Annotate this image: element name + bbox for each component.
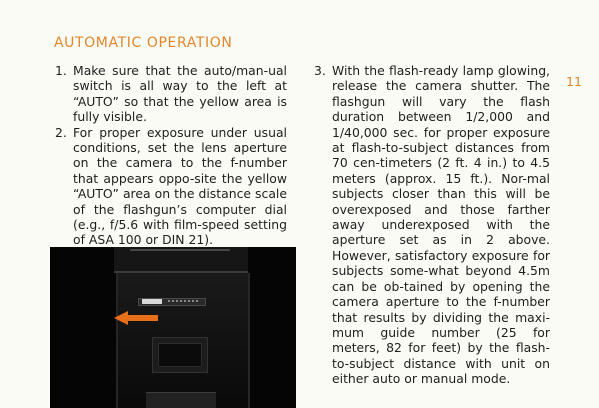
section-title: AUTOMATIC OPERATION bbox=[54, 35, 233, 51]
list-item bbox=[55, 63, 287, 125]
auto-manual-switch-knob bbox=[142, 299, 162, 304]
item-text: Make sure that the auto/man-ual switch is all way to the left at “AUTO” so that the yellow area is fully visible. bbox=[73, 63, 287, 125]
switch-scale-marks bbox=[168, 300, 198, 304]
flashgun-base bbox=[146, 392, 216, 408]
left-arrow-icon bbox=[114, 311, 158, 325]
flashgun-slot-inner bbox=[158, 343, 202, 367]
item-text: With the flash-ready lamp glowing, release the camera shutter. The flashgun will vary the flash duration between 1/2,000 and 1/40,000 sec. for proper exposure at flash-to-subject distances from 70 cen-timeters (2 ft. 4 in.) to 4.5 meters (approx. 15 ft.). Nor-mal subjects closer than this will be overexposed and those farther away underexposed with the aperture set as in 2 above. However, satisfactory exposure for subjects some-what beyond 4.5m can be ob-tained by opening the camera aperture to the f-number that results by dividing the maxi-mum guide number (25 for meters, 82 for feet) by the flash-to-subject distance with unit on either auto or manual mode. bbox=[332, 63, 550, 387]
left-column bbox=[55, 63, 287, 248]
item-text: For proper exposure under usual conditions, set the lens aperture on the camera to the f-number that appears oppo-site the yellow “AUTO” area on the distance scale of the flashgun’s computer dial (e.g., f/5.6 with film-speed setting of ASA 100 or DIN 21). bbox=[73, 124, 287, 248]
list-item bbox=[55, 125, 287, 248]
item-number: 3. bbox=[314, 63, 326, 78]
right-column bbox=[314, 63, 550, 387]
list-item bbox=[314, 63, 550, 387]
page-number: 11 bbox=[566, 74, 582, 89]
item-number: 1. bbox=[55, 63, 67, 78]
flashgun-top-label bbox=[130, 249, 230, 259]
flashgun-photo bbox=[50, 247, 296, 408]
item-number: 2. bbox=[55, 124, 67, 140]
